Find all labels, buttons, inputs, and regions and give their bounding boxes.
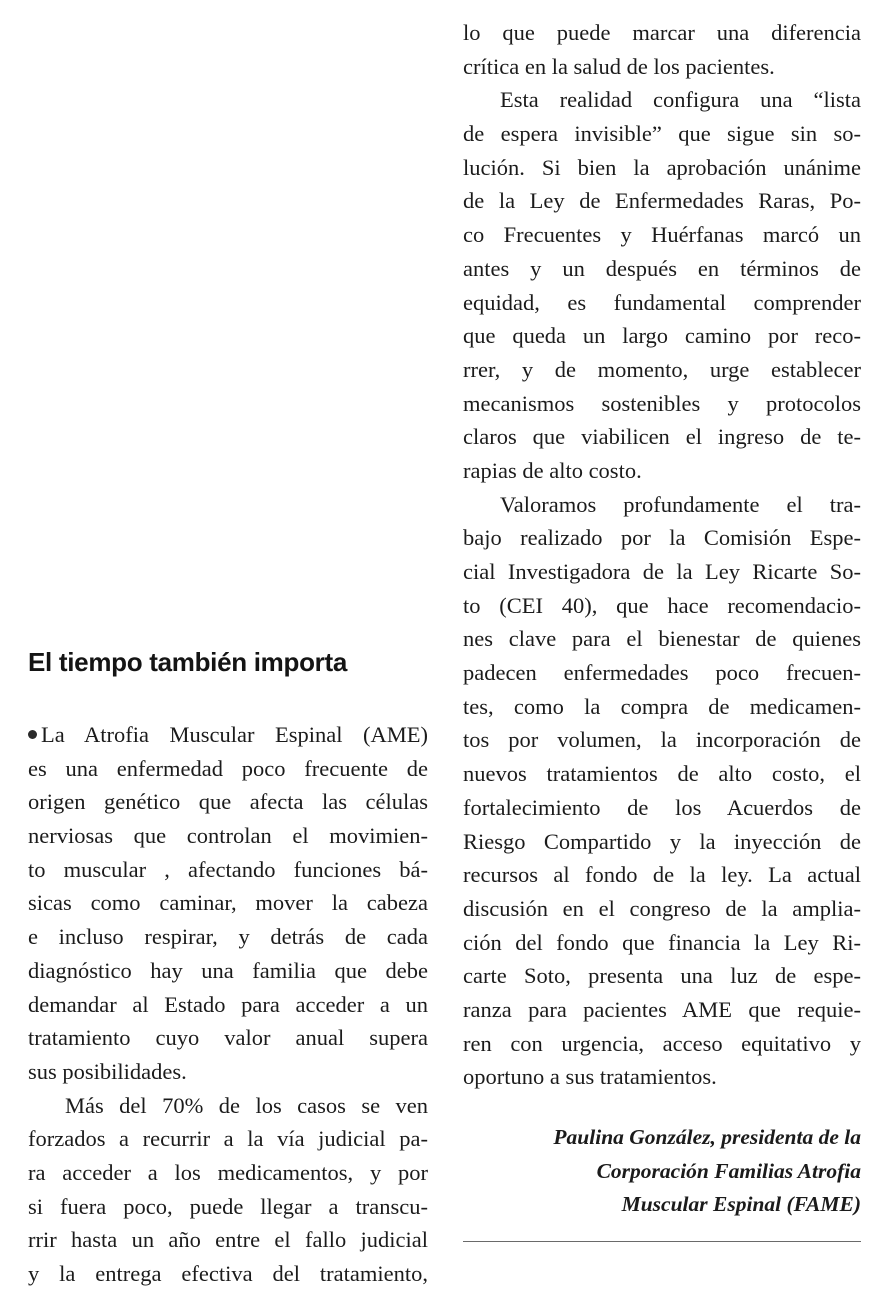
text-line: nerviosas que controlan el movimien-: [28, 823, 428, 849]
text-line: sus posibilidades.: [28, 1058, 187, 1084]
text-line: oportuno a sus tratamientos.: [463, 1064, 717, 1090]
text-line: tos por volumen, la incorporación de: [463, 727, 861, 753]
text-line: ción del fondo que financia la Ley Ri-: [463, 929, 861, 955]
text-line: discusión en el congreso de la amplia-: [463, 895, 861, 921]
text-line: y la entrega efectiva del tratamiento,: [28, 1261, 428, 1286]
text-line: si fuera poco, puede llegar a transcu-: [28, 1193, 428, 1219]
author-signature: [463, 1121, 861, 1222]
text-line: carte Soto, presenta una luz de espe-: [463, 963, 861, 989]
text-line: fortalecimiento de los Acuerdos de: [463, 794, 861, 820]
text-line: tes, como la compra de medicamen-: [463, 693, 861, 719]
text-line: origen genético que afecta las células: [28, 789, 428, 815]
text-line: padecen enfermedades poco frecuen-: [463, 660, 861, 686]
text-line: ren con urgencia, acceso equitativo y: [463, 1030, 861, 1056]
text-line: mecanismos sostenibles y protocolos: [463, 390, 861, 416]
text-line: nes clave para el bienestar de quienes: [463, 626, 861, 652]
text-line: crítica en la salud de los pacientes.: [463, 53, 775, 79]
text-line: bajo realizado por la Comisión Espe-: [463, 525, 861, 551]
text-line: de espera invisible” que sigue sin so-: [463, 121, 861, 147]
text-line: Más del 70% de los casos se ven: [65, 1092, 428, 1118]
text-line: demandar al Estado para acceder a un: [28, 991, 428, 1017]
text-line: Esta realidad configura una “lista: [500, 87, 861, 113]
text-line: equidad, es fundamental comprender: [463, 289, 861, 315]
text-line: to (CEI 40), que hace recomendacio-: [463, 592, 861, 618]
text-line: to muscular , afectando funciones bá-: [28, 856, 428, 882]
text-line: Valoramos profundamente el tra-: [500, 491, 861, 517]
text-line: e incluso respirar, y detrás de cada: [28, 924, 428, 950]
text-line: lo que puede marcar una diferencia: [463, 20, 861, 45]
text-line: Riesgo Compartido y la inyección de: [463, 828, 861, 854]
divider-rule: [463, 1241, 861, 1242]
signature-line: Paulina González, presidenta de la: [553, 1125, 861, 1149]
text-line: diagnóstico hay una familia que debe: [28, 957, 428, 983]
signature-line: Muscular Espinal (FAME): [621, 1192, 861, 1217]
bullet-icon: [28, 730, 37, 739]
left-paragraphs: [28, 718, 428, 1291]
text-line: forzados a recurrir a la vía judicial pa-: [28, 1126, 428, 1152]
left-column: [28, 644, 428, 1291]
text-line: ra acceder a los medicamentos, y por: [28, 1159, 428, 1185]
text-line: rrer, y de momento, urge establecer: [463, 356, 861, 382]
section-heading: El tiempo también importa: [28, 647, 347, 677]
text-line: nuevos tratamientos de alto costo, el: [463, 761, 861, 787]
text-line: es una enfermedad poco frecuente de: [28, 755, 428, 781]
text-line: rrir hasta un año entre el fallo judicial: [28, 1227, 428, 1253]
text-line: tratamiento cuyo valor anual supera: [28, 1025, 428, 1051]
text-line: de la Ley de Enfermedades Raras, Po-: [463, 188, 861, 214]
text-line: cial Investigadora de la Ley Ricarte So-: [463, 559, 861, 584]
text-line: co Frecuentes y Huérfanas marcó un: [463, 222, 861, 248]
text-line: La Atrofia Muscular Espinal (AME): [28, 718, 428, 752]
text-line: claros que viabilicen el ingreso de te-: [463, 424, 861, 450]
text-line: que queda un largo camino por reco-: [463, 323, 861, 349]
text-line: antes y un después en términos de: [463, 255, 861, 281]
signature-line: Corporación Familias Atrofia: [596, 1158, 861, 1183]
text-line: lución. Si bien la aprobación unánime: [463, 154, 861, 180]
text-line: ranza para pacientes AME que requie-: [463, 996, 861, 1022]
text-line: sicas como caminar, mover la cabeza: [28, 890, 428, 916]
text-line: rapias de alto costo.: [463, 457, 642, 483]
right-column: [463, 16, 861, 1094]
text-line: recursos al fondo de la ley. La actual: [463, 862, 861, 888]
